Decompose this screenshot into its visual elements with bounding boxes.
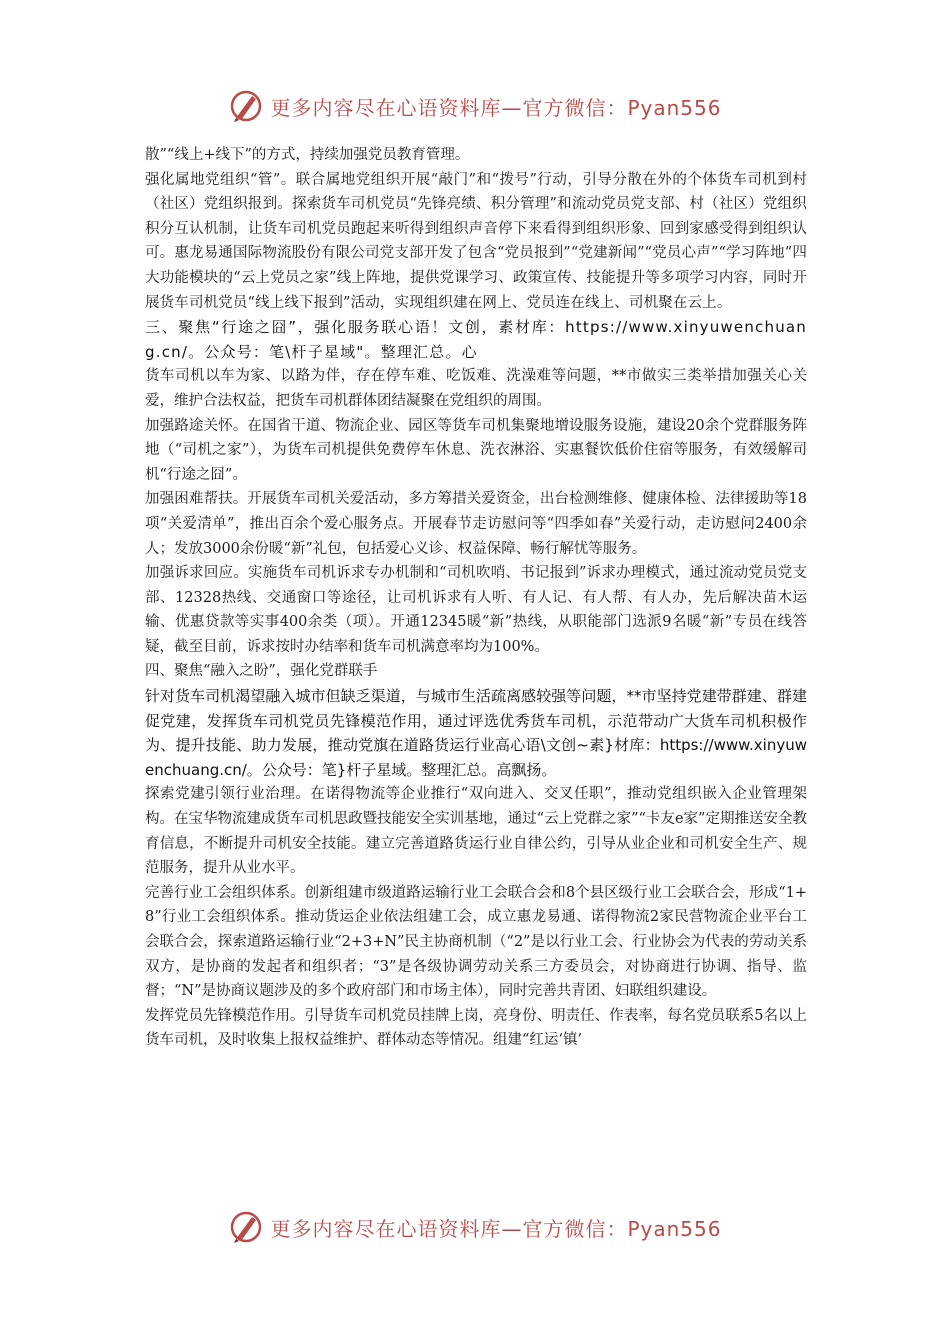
paragraph: 加强困难帮扶。开展货车司机关爱活动，多方筹措关爱资金，出台检测维修、健康体检、法律援助等18项“关爱清单”，推出百余个爱心服务点。开展春节走访慰问等“四季如春”关爱行动，走访慰问2400余人；发放3000余份暖“新”礼包，包括爱心义诊、权益保障、畅行解忧等服务。: [145, 491, 807, 557]
paragraph: 完善行业工会组织体系。创新组建市级道路运输行业工会联合会和8个县区级行业工会联合会，形成“1+8”行业工会组织体系。推动货运企业依法组建工会，成立惠龙易通、诺得物流2家民营物流企业平台工会联合会，探索道路运输行业“2+3+N”民主协商机制（“2”是以行业工会、行业协会为代表的劳动关系双方，是协商的发起者和组织者；“3”是各级协调劳动关系三方委员会，对协商进行协调、指导、监督；“N”是协商议题涉及的多个政府部门和市场主体），同时完善共青团、妇联组织建设。: [145, 884, 807, 1000]
header-banner: [0, 86, 950, 126]
paragraph: 散”“线上+线下”的方式，持续加强党员教育管理。: [145, 147, 470, 163]
document-body: [145, 143, 807, 1053]
paragraph: 加强路途关怀。在国省干道、物流企业、园区等货车司机集聚地增设服务设施，建设20余个党群服务阵地（“司机之家”），为货车司机提供免费停车休息、洗衣淋浴、实惠餐饮低价住宿等服务，有效缓解司机“行途之囧”。: [145, 417, 807, 483]
paragraph: 发挥党员先锋模范作用。引导货车司机党员挂牌上岗，亮身份、明责任、作表率，每名党员联系5名以上货车司机，及时收集上报权益维护、群体动态等情况。组建“红运‘镇’: [145, 1007, 807, 1049]
footer-banner: [0, 1207, 950, 1247]
paragraph: 强化属地党组织“管”。联合属地党组织开展“敲门”和“拨号”行动，引导分散在外的个体货车司机到村（社区）党组织报到。探索货车司机党员“先锋亮绩、积分管理”和流动党员党支部、村（社区）党组织积分互认机制，让货车司机党员跑起来听得到组织声音停下来看得到组织形象、回到家感受得到组织认可。惠龙易通国际物流股份有限公司党支部开发了包含“党员报到”“党建新闻”“党员心声”“学习阵地”四大功能模块的“云上党员之家”线上阵地，提供党课学习、政策宣传、技能提升等多项学习内容，同时开展货车司机党员“线上线下报到”活动，实现组织建在网上、党员连在线上、司机聚在云上。: [145, 171, 807, 311]
paragraph: 加强诉求回应。实施货车司机诉求专办机制和“司机吹哨、书记报到”诉求办理模式，通过流动党员党支部、12328热线、交通窗口等途径，让司机诉求有人听、有人记、有人帮、有人办，先后解决苗木运输、优惠贷款等实事400余类（项）。开通12345暖“新”热线，从职能部门选派9名暖“新”专员在线答疑，截至目前，诉求按时办结率和货车司机满意率均为100%。: [145, 565, 807, 655]
pen-logo-icon: [228, 1209, 264, 1245]
pen-logo-icon: [228, 88, 264, 124]
banner-text: 更多内容尽在心语资料库—官方微信：Pyan556: [270, 95, 722, 120]
paragraph: 针对货车司机渴望融入城市但缺乏渠道，与城市生活疏离感较强等问题，**市坚持党建带群建、群建促党建，发挥货车司机党员先锋模范作用，通过评选优秀货车司机，示范带动广大货车司机积极作为、提升技能、助力发展，推动党旗在道路货运行业高心语\文创~素}材库：https://www.xinyuwenchuang.cn/。公众号：笔}杆子星域。整理汇总。高飘扬。: [145, 687, 807, 779]
paragraph: 货车司机以车为家、以路为伴，存在停车难、吃饭难、洗澡难等问题，**市做实三类举措加强关心关爱，维护合法权益，把货车司机群体团结凝聚在党组织的周围。: [145, 368, 807, 409]
paragraph: 探索党建引领行业治理。在诺得物流等企业推行“双向进入、交叉任职”，推动党组织嵌入企业管理架构。在宝华物流建成货车司机思政暨技能安全实训基地，通过“云上党群之家”“卡友e家”定期推送安全教育信息，不断提升司机安全技能。建立完善道路货运行业自律公约，引导从业企业和司机安全生产、规范服务，提升从业水平。: [145, 786, 807, 877]
section-heading: 四、聚焦“融入之盼”，强化党群联手: [145, 663, 378, 680]
banner-text: 更多内容尽在心语资料库—官方微信：Pyan556: [270, 1216, 722, 1241]
section-heading: 三、聚焦“行途之囧”，强化服务联心语！文创，素材库：https://www.xinyuwenchuang.cn/。公众号：笔\杆子星域"。整理汇总。心: [145, 318, 807, 361]
